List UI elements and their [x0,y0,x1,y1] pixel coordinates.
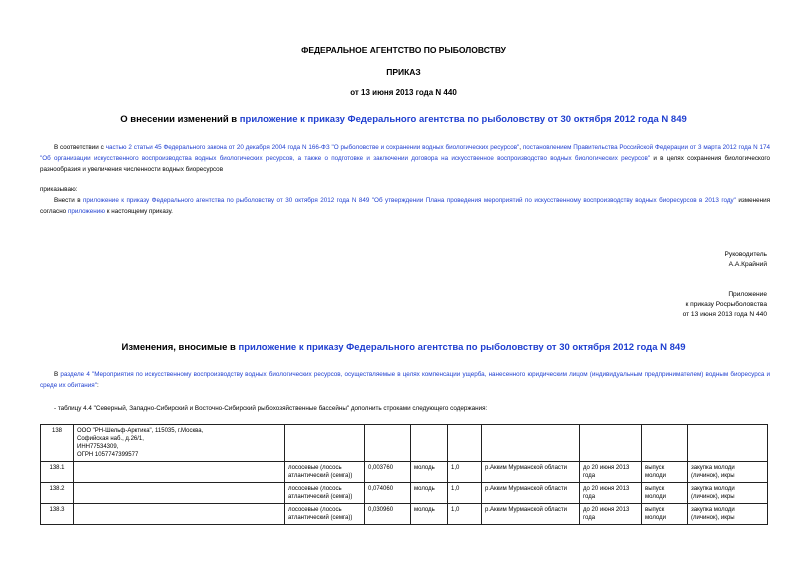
cell-place: р.Акким Мурманской области [482,462,580,483]
cell-stage: молодь [411,483,448,504]
cell-place: р.Акким Мурманской области [482,483,580,504]
signature-block [725,250,767,270]
agency-name: ФЕДЕРАЛЬНОЕ АГЕНТСТВО ПО РЫБОЛОВСТВУ [301,45,506,55]
cell-deadline: до 20 июня 2013 года [580,504,642,525]
appendix-date: от 13 июня 2013 года N 440 [682,311,767,318]
table-row [41,504,768,525]
cell-source: закупка молоди (личинок), икры [688,504,768,525]
cell-empty [411,425,448,462]
cell-number: 138.3 [41,504,74,525]
table-row [41,462,768,483]
preamble-paragraph [40,143,770,175]
signature-name: А.А.Крайний [728,261,767,268]
org-line: ОГРН 1057747399577 [77,452,139,458]
table-row [41,425,768,462]
p3-text-b: изменения согласно [40,197,771,215]
government-decree-link[interactable]: постановлением Правительства Российской Федерации от 3 марта 2012 года N 174 "Об организации искусственного воспроизводства водных биологических ресурсов, а также о подготовке и заключении договора на искусственное воспроизводство водных биологических ресурсов" [40,144,771,162]
cell-quantity: 0,003760 [365,462,411,483]
p4-text-a: В [54,371,61,378]
cell-empty [74,462,285,483]
order-subject [40,114,767,125]
table-row [41,483,768,504]
order-date: от 13 июня 2013 года N 440 [350,88,457,97]
cell-quantity: 0,074060 [365,483,411,504]
appendix-reference [683,290,767,320]
org-line: ООО "РН-Шельф-Арктика", 115035, г.Москва, [77,428,204,434]
order-label: ПРИКАЗ [386,67,421,77]
cell-place: р.Акким Мурманской области [482,504,580,525]
cell-empty [580,425,642,462]
cell-stage: молодь [411,504,448,525]
order-849-link[interactable]: приложение к приказу Федерального агентства по рыболовству от 30 октября 2012 года N 849 "Об утверждении Плана проведения мероприятий по искусственному воспроизводству водных биоресурсов в 2013 году" [83,197,736,204]
cell-organization [74,425,285,462]
appendix-title-link[interactable]: приложение к приказу Федерального агентства по рыболовству от 30 октября 2012 года N 849 [238,342,686,353]
order-paragraph [40,196,770,218]
cell-number: 138.2 [41,483,74,504]
cell-empty [482,425,580,462]
cell-weight: 1,0 [448,462,482,483]
cell-species: лососевые (лосось атлантический (семга)) [285,504,365,525]
cell-deadline: до 20 июня 2013 года [580,462,642,483]
appendix-label: Приложение [728,291,767,298]
appendix-order: к приказу Росрыболовства [685,301,767,308]
cell-method: выпуск молоди [642,462,688,483]
p3-text-a: Внести в [54,197,83,204]
table-intro: - таблицу 4.4 "Северный, Западно-Сибирский и Восточно-Сибирский рыбохозяйственные бассейны" дополнить строками следующего содержания: [54,405,488,412]
cell-empty [642,425,688,462]
federal-law-link[interactable]: частью 2 статьи 45 Федерального закона от 20 декабря 2004 года N 166-ФЗ "О рыболовстве и сохранении водных биологических ресурсов" [105,144,520,151]
org-line: ИНН77534309, [77,444,119,450]
cell-weight: 1,0 [448,483,482,504]
p1-text-b: , [519,144,523,151]
order-word: приказываю: [40,186,78,193]
cell-empty [74,504,285,525]
cell-empty [365,425,411,462]
cell-number: 138 [41,425,74,462]
cell-source: закупка молоди (личинок), икры [688,483,768,504]
measures-table [40,424,768,525]
section-paragraph [40,370,770,392]
cell-deadline: до 20 июня 2013 года [580,483,642,504]
subject-prefix: О внесении изменений в [120,114,240,125]
appendix-title-prefix: Изменения, вносимые в [121,342,239,353]
cell-species: лососевые (лосось атлантический (семга)) [285,462,365,483]
signature-title: Руководитель [724,251,767,258]
cell-number: 138.1 [41,462,74,483]
cell-quantity: 0,030960 [365,504,411,525]
cell-source: закупка молоди (личинок), икры [688,462,768,483]
cell-method: выпуск молоди [642,483,688,504]
cell-empty [74,483,285,504]
p1-text-a: В соответствии с [54,144,106,151]
cell-method: выпуск молоди [642,504,688,525]
org-line: Софийская наб., д.26/1, [77,436,144,442]
p3-text-c: к настоящему приказу. [104,207,173,215]
appendix-title [40,342,767,353]
section-4-link[interactable]: разделе 4 "Мероприятия по искусственному воспроизводству водных биологических ресурсов, осуществляемые в целях компенсации ущерба, нанесенного юридическим лицом (индивидуальным предпринимателем) водным биоресурса и среде их обитания" [40,371,771,389]
cell-stage: молодь [411,462,448,483]
cell-weight: 1,0 [448,504,482,525]
cell-empty [448,425,482,462]
appendix-link[interactable]: приложению [67,207,105,215]
subject-link[interactable]: приложение к приказу Федерального агентства по рыболовству от 30 октября 2012 года N 849 [239,114,687,125]
cell-empty [285,425,365,462]
p4-text-b: : [96,381,99,389]
cell-species: лососевые (лосось атлантический (семга)) [285,483,365,504]
p1-text-c: и в целях сохранения биологического разнообразия и увеличения численности водных биоресурсов [40,154,771,173]
cell-empty [688,425,768,462]
